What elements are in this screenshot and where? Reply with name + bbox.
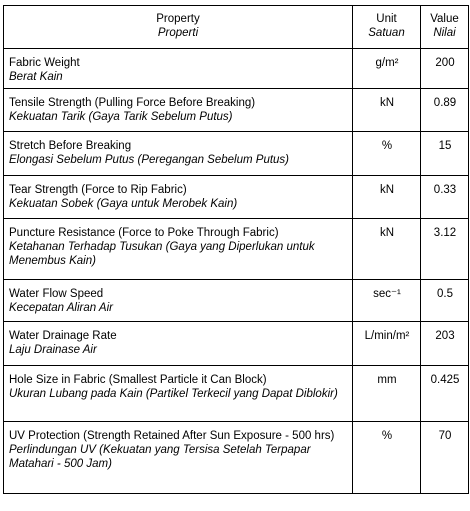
property-cell (4, 176, 353, 219)
table-row (4, 89, 469, 132)
property-name-id: Perlindungan UV (Kekuatan yang Tersisa Setelah Terpapar Matahari - 500 Jam) (9, 444, 311, 470)
property-name-id: Elongasi Sebelum Putus (Peregangan Sebelum Putus) (9, 154, 290, 166)
value-cell: 70 (421, 422, 469, 494)
unit-cell: sec⁻¹ (353, 280, 421, 322)
property-cell (4, 366, 353, 422)
property-name-en: Water Flow Speed (9, 288, 104, 300)
header-value (421, 6, 469, 49)
property-name-en: Fabric Weight (9, 57, 80, 69)
property-name-en: Tensile Strength (Pulling Force Before Breaking) (9, 97, 256, 109)
value-cell: 15 (421, 132, 469, 176)
property-name-id: Kecepatan Aliran Air (9, 302, 113, 314)
property-name-id: Laju Drainase Air (9, 344, 97, 356)
value-cell: 0.5 (421, 280, 469, 322)
property-name-id: Berat Kain (9, 71, 63, 83)
property-name-id: Ketahanan Terhadap Tusukan (Gaya yang Diperlukan untuk Menembus Kain) (9, 241, 315, 267)
unit-cell: kN (353, 219, 421, 280)
header-value-en: Value (430, 13, 459, 25)
unit-cell: kN (353, 176, 421, 219)
property-name-id: Ukuran Lubang pada Kain (Partikel Terkecil yang Dapat Diblokir) (9, 388, 338, 400)
unit-cell: % (353, 422, 421, 494)
header-property-en: Property (156, 13, 200, 25)
table-row (4, 176, 469, 219)
property-cell (4, 280, 353, 322)
unit-cell: L/min/m² (353, 322, 421, 366)
unit-cell: mm (353, 366, 421, 422)
header-unit (353, 6, 421, 49)
value-cell: 200 (421, 49, 469, 89)
header-value-id: Nilai (433, 27, 456, 39)
property-cell (4, 49, 353, 89)
unit-cell: g/m² (353, 49, 421, 89)
table-row (4, 132, 469, 176)
property-cell (4, 89, 353, 132)
value-cell: 0.33 (421, 176, 469, 219)
property-cell (4, 132, 353, 176)
property-cell (4, 219, 353, 280)
table-header (4, 6, 469, 49)
property-name-en: Stretch Before Breaking (9, 140, 132, 152)
table-row (4, 49, 469, 89)
property-name-en: Tear Strength (Force to Rip Fabric) (9, 184, 187, 196)
header-property-id: Properti (157, 27, 199, 39)
table-body (4, 49, 469, 494)
table-row (4, 219, 469, 280)
table-row (4, 422, 469, 494)
value-cell: 0.89 (421, 89, 469, 132)
table-row (4, 366, 469, 422)
header-unit-id: Satuan (368, 27, 405, 39)
property-name-id: Kekuatan Tarik (Gaya Tarik Sebelum Putus) (9, 111, 233, 123)
property-name-en: UV Protection (Strength Retained After Sun Exposure - 500 hrs) (9, 430, 335, 442)
property-cell (4, 322, 353, 366)
header-property (4, 6, 353, 49)
unit-cell: kN (353, 89, 421, 132)
table-row (4, 280, 469, 322)
property-name-en: Water Drainage Rate (9, 330, 117, 342)
property-name-en: Hole Size in Fabric (Smallest Particle it Can Block) (9, 374, 267, 386)
value-cell: 203 (421, 322, 469, 366)
header-row (4, 6, 469, 49)
property-name-id: Kekuatan Sobek (Gaya untuk Merobek Kain) (9, 198, 238, 210)
table-row (4, 322, 469, 366)
value-cell: 3.12 (421, 219, 469, 280)
property-name-en: Puncture Resistance (Force to Poke Through Fabric) (9, 227, 279, 239)
value-cell: 0.425 (421, 366, 469, 422)
unit-cell: % (353, 132, 421, 176)
properties-table (3, 5, 469, 494)
header-unit-en: Unit (376, 13, 397, 25)
property-cell (4, 422, 353, 494)
